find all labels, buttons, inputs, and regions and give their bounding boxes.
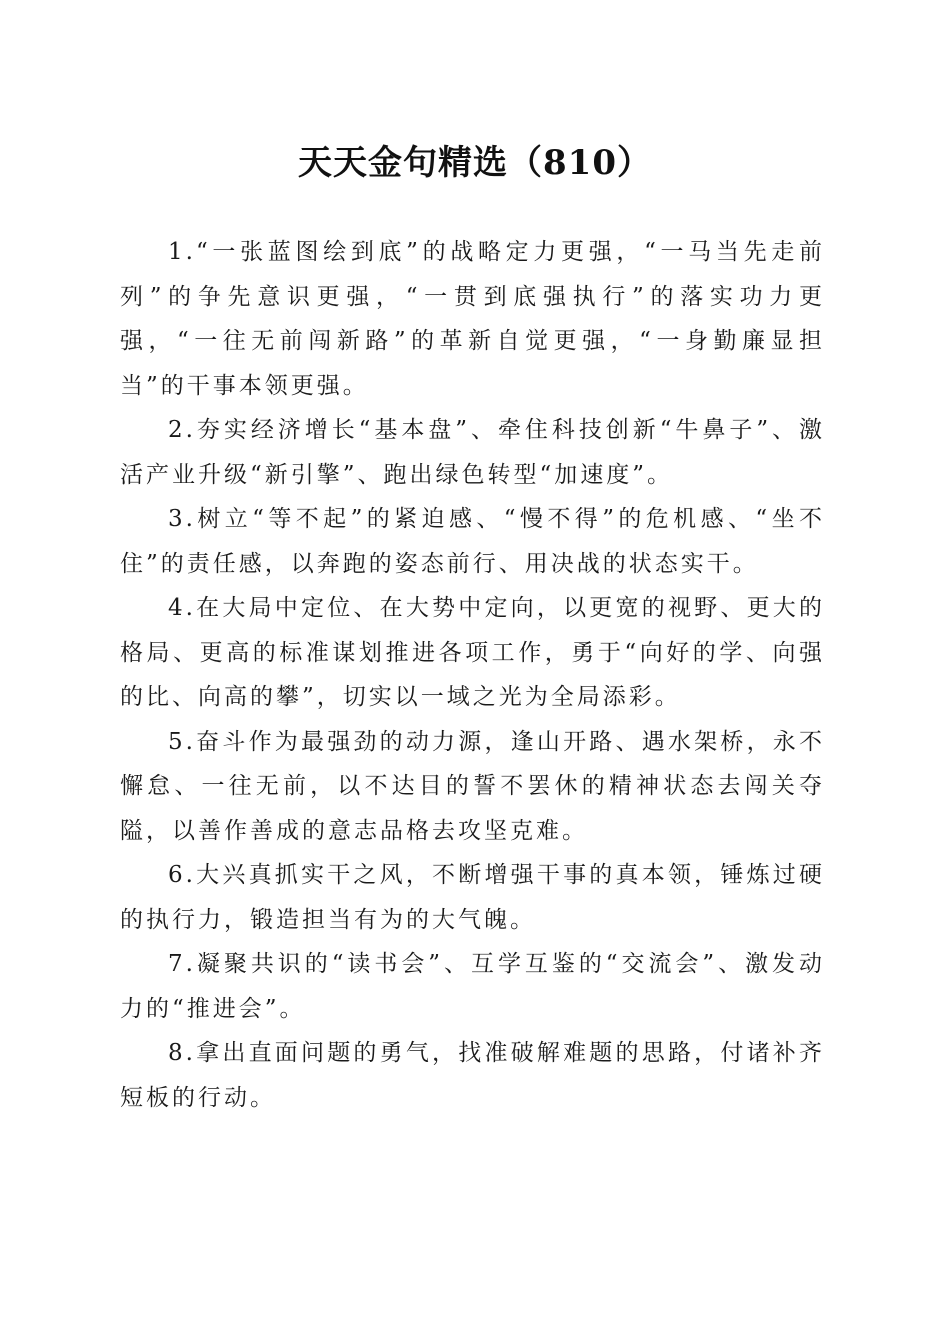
paragraph-6: 6.大兴真抓实干之风，不断增强干事的真本领，锤炼过硬的执行力，锻造担当有为的大气魄。 <box>120 862 825 933</box>
paragraph-3: 3.树立“等不起”的紧迫感、“慢不得”的危机感、“坐不住”的责任感，以奔跑的姿态前行、用决战的状态实干。 <box>120 506 825 577</box>
paragraph-4: 4.在大局中定位、在大势中定向，以更宽的视野、更大的格局、更高的标准谋划推进各项工作，勇于“向好的学、向强的比、向高的攀”，切实以一域之光为全局添彩。 <box>120 595 825 710</box>
paragraph-2: 2.夯实经济增长“基本盘”、牵住科技创新“牛鼻子”、激活产业升级“新引擎”、跑出绿色转型“加速度”。 <box>120 417 825 488</box>
paragraph-7: 7.凝聚共识的“读书会”、互学互鉴的“交流会”、激发动力的“推进会”。 <box>120 951 825 1022</box>
paragraph-1: 1.“一张蓝图绘到底”的战略定力更强，“一马当先走前列”的争先意识更强，“一贯到底强执行”的落实功力更强，“一往无前闯新路”的革新自觉更强，“一身勤廉显担当”的干事本领更强。 <box>120 239 825 399</box>
paragraph-8: 8.拿出直面问题的勇气，找准破解难题的思路，付诸补齐短板的行动。 <box>120 1040 825 1111</box>
document-body <box>120 230 825 1120</box>
document-title: 天天金句精选（810） <box>298 143 652 183</box>
paragraph-5: 5.奋斗作为最强劲的动力源，逢山开路、遇水架桥，永不懈怠、一往无前，以不达目的誓不罢休的精神状态去闯关夺隘，以善作善成的意志品格去攻坚克难。 <box>120 728 825 844</box>
